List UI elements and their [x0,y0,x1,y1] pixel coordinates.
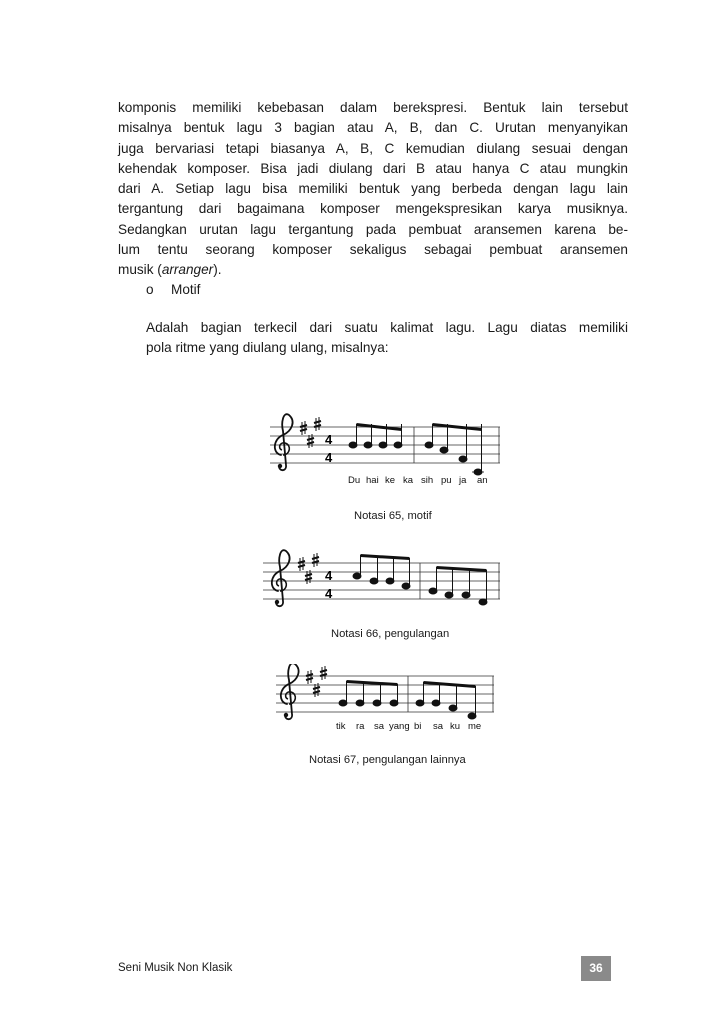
time-signature-top: 4 [325,432,333,447]
time-signature-bottom: 4 [325,586,333,601]
section-paragraph [146,318,628,359]
sharp-icon [300,421,307,435]
lyric-syllable: bi [414,721,422,732]
treble-clef-icon [272,550,290,606]
page-number: 36 [581,956,611,981]
figure-caption: Notasi 65, motif [354,510,432,522]
lyric-syllable: sa [374,721,385,732]
body-line: pola ritme yang diulang ulang, misalnya: [146,340,389,356]
lyric-syllable: me [468,721,482,732]
lyric-syllable: pu [441,475,452,486]
lyric-syllable: ke [385,475,396,486]
body-line: juga bervariasi tetapi biasanya A, B, C kemudian diulang sesuai dengan [118,140,628,156]
body-line: Adalah bagian terkecil dari suatu kalimat lagu. Lagu diatas memiliki [146,320,628,335]
body-line-last [118,260,628,280]
music-notation-65 [270,410,510,490]
lyric-syllable: sih [421,475,434,486]
time-signature-bottom: 4 [325,450,333,465]
lyric-syllable: ja [459,475,467,486]
footer-book-title: Seni Musik Non Klasik [118,962,233,974]
lyric-syllable: yang [389,721,410,732]
lyric-syllable: ka [403,475,414,486]
italic-term: arranger [161,262,214,278]
sharp-icon [312,553,319,567]
notes [349,423,499,475]
notes [353,554,499,605]
body-paragraph [118,98,628,281]
lyric-syllable: sa [433,721,444,732]
sharp-icon [298,557,305,571]
time-signature-top: 4 [325,568,333,583]
notes [339,676,493,719]
body-line: Sedangkan urutan lagu tergantung pada pembuat aransemen karena be- [118,221,628,237]
text-segment: ). [213,262,222,278]
body-line: tergantung dari bagaimana komposer mengekspresikan karya musiknya. [118,201,628,217]
figure-caption: Notasi 66, pengulangan [331,628,450,640]
lyrics [348,475,488,486]
lyric-syllable: hai [366,475,379,486]
body-line: kehendak komposer. Bisa jadi diulang dari B atau hanya C atau mungkin [118,160,628,176]
staff [276,676,494,712]
lyrics [336,721,481,732]
lyric-syllable: an [477,475,488,486]
sharp-icon [314,417,321,431]
sharp-icon [306,670,313,684]
music-notation-67 [276,664,501,736]
body-line: komponis memiliki kebebasan dalam berekspresi. Bentuk lain tersebut [118,100,628,115]
figure-caption: Notasi 67, pengulangan lainnya [309,754,466,766]
sharp-icon [320,666,327,680]
lyric-syllable: ku [450,721,461,732]
lyric-syllable: Du [348,475,361,486]
body-line: misalnya bentuk lagu 3 bagian atau A, B, dan C. Urutan menyanyikan [118,120,628,136]
bullet-marker: o [146,282,154,297]
body-line: dari A. Setiap lagu bisa memiliki bentuk yang berbeda dengan lagu lain [118,181,628,197]
text-segment: musik ( [118,262,162,278]
music-notation-66 [263,546,508,616]
treble-clef-icon [281,664,299,719]
body-line: lum tentu seorang komposer sekaligus sebagai pembuat aransemen [118,242,628,258]
lyric-syllable: ra [356,721,365,732]
lyric-syllable: tik [336,721,346,732]
section-title: Motif [171,282,201,297]
treble-clef-icon [275,414,293,470]
